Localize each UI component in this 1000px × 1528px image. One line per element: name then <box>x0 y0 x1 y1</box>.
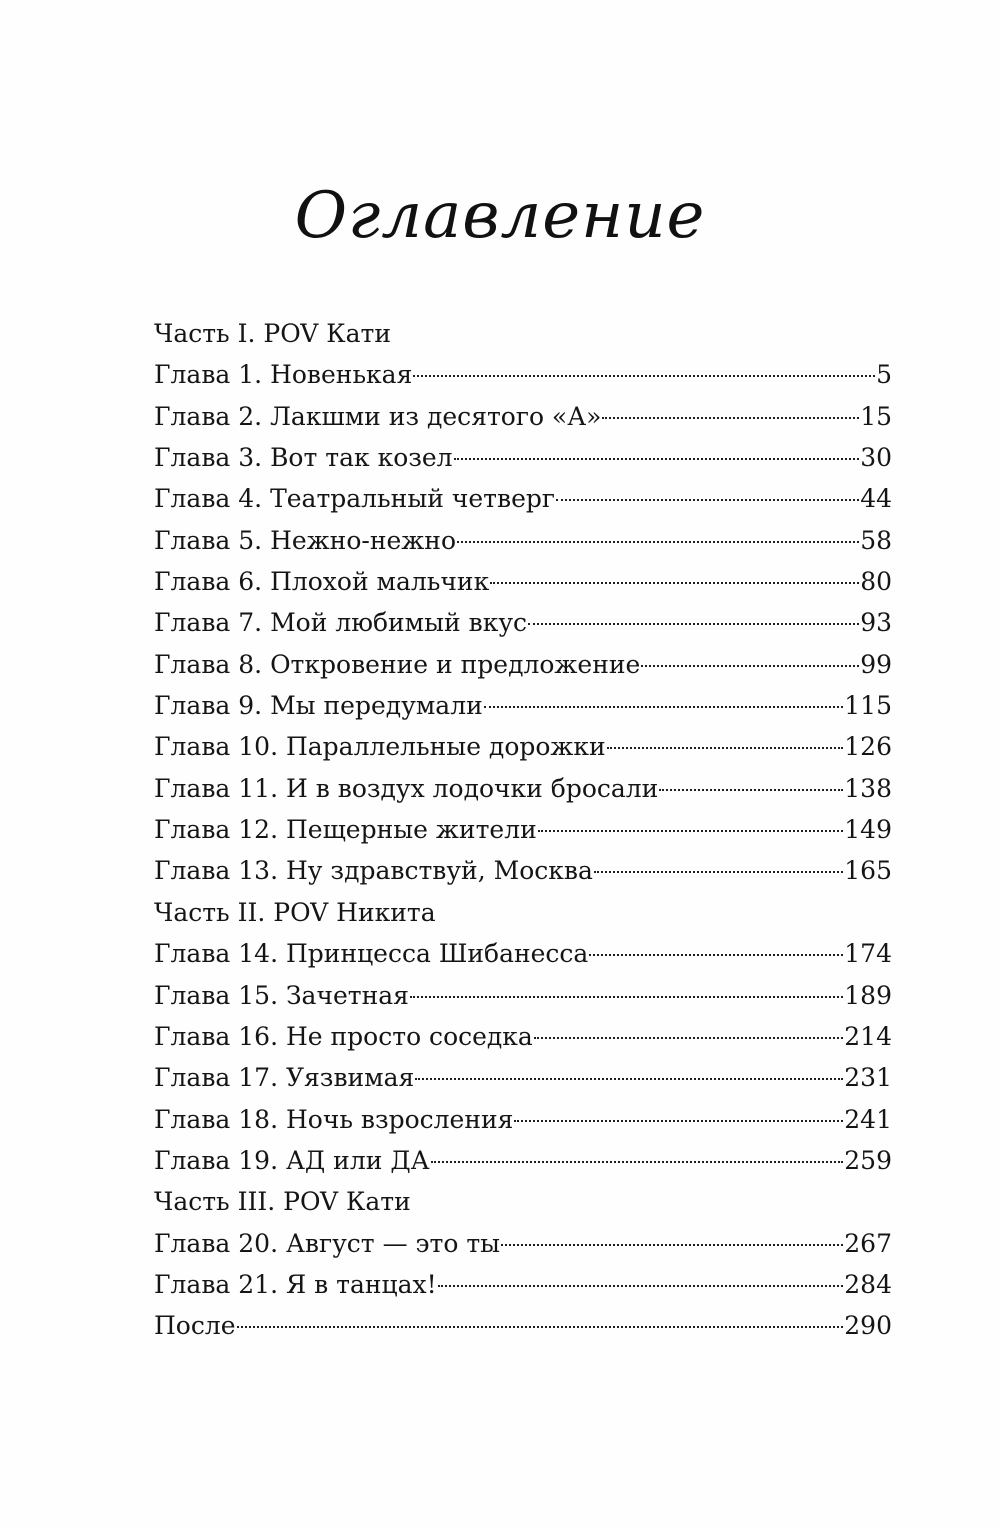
toc-entry-page: 99 <box>860 649 892 679</box>
dot-leader <box>602 417 859 419</box>
toc-entry-label: Глава 4. Театральный четверг <box>154 484 555 514</box>
toc-entry-page: 189 <box>844 980 892 1010</box>
toc-entry-page: 149 <box>844 815 892 845</box>
toc-entry-label: Часть III. POV Кати <box>154 1187 411 1217</box>
toc-entry-page: 241 <box>844 1104 892 1134</box>
toc-entry <box>154 975 892 1016</box>
toc-entry-page: 284 <box>844 1269 892 1299</box>
toc-entry-label: Глава 9. Мы передумали <box>154 691 483 721</box>
toc-entry-label: Глава 21. Я в танцах! <box>154 1269 437 1299</box>
toc-entry-page: 15 <box>860 401 892 431</box>
toc-entry-page: 138 <box>844 773 892 803</box>
toc-entry <box>154 561 892 602</box>
dot-leader <box>659 789 843 791</box>
toc-entry-page: 30 <box>860 443 892 473</box>
toc-entry-label: Глава 7. Мой любимый вкус <box>154 608 528 638</box>
toc-entry <box>154 1140 892 1181</box>
dot-leader <box>484 706 844 708</box>
toc-entry <box>154 602 892 643</box>
dot-leader <box>490 582 859 584</box>
toc-entry-label: Глава 17. Уязвимая <box>154 1063 415 1093</box>
dot-leader <box>589 954 843 956</box>
dot-leader <box>413 375 875 377</box>
toc-entry-page: 5 <box>876 360 892 390</box>
dot-leader <box>528 623 859 625</box>
dot-leader <box>607 747 844 749</box>
table-of-contents <box>154 313 892 1347</box>
toc-entry-label: Часть I. POV Кати <box>154 319 392 348</box>
toc-entry <box>154 1016 892 1057</box>
toc-entry <box>154 437 892 478</box>
toc-entry <box>154 1264 892 1305</box>
toc-entry <box>154 809 892 850</box>
toc-entry <box>154 768 892 809</box>
toc-entry <box>154 933 892 974</box>
toc-entry-label: Часть II. POV Никита <box>154 897 436 927</box>
toc-entry <box>154 850 892 891</box>
toc-part-heading <box>154 1181 892 1222</box>
dot-leader <box>538 830 844 832</box>
toc-entry <box>154 685 892 726</box>
toc-part-heading <box>154 892 892 933</box>
toc-entry <box>154 1099 892 1140</box>
toc-entry-page: 290 <box>844 1311 892 1341</box>
toc-entry-label: Глава 10. Параллельные дорожки <box>154 732 606 762</box>
toc-entry-page: 80 <box>860 567 892 597</box>
dot-leader <box>237 1326 844 1328</box>
toc-entry-label: Глава 20. Август — это ты <box>154 1228 501 1258</box>
toc-entry <box>154 354 892 395</box>
toc-entry-page: 174 <box>844 939 892 969</box>
toc-entry-label: Глава 14. Принцесса Шибанесса <box>154 939 589 969</box>
toc-entry-label: Глава 19. АД или ДА <box>154 1145 430 1175</box>
dot-leader <box>641 665 859 667</box>
toc-entry-label: Глава 8. Откровение и предложение <box>154 649 641 679</box>
toc-entry-label: Глава 1. Новенькая <box>154 360 413 390</box>
toc-entry <box>154 1223 892 1264</box>
dot-leader <box>501 1244 843 1246</box>
toc-entry-page: 259 <box>844 1145 892 1175</box>
toc-entry <box>154 1057 892 1098</box>
toc-entry-page: 165 <box>844 856 892 886</box>
toc-entry-label: Глава 12. Пещерные жители <box>154 815 537 845</box>
toc-entry-page: 214 <box>844 1021 892 1051</box>
toc-entry-label: Глава 16. Не просто соседка <box>154 1021 533 1051</box>
toc-entry <box>154 520 892 561</box>
toc-entry-page: 58 <box>860 525 892 555</box>
toc-entry-page: 115 <box>844 691 892 721</box>
dot-leader <box>594 871 843 873</box>
toc-entry <box>154 396 892 437</box>
toc-entry <box>154 1305 892 1346</box>
dot-leader <box>514 1120 843 1122</box>
toc-entry-page: 93 <box>860 608 892 638</box>
dot-leader <box>534 1037 843 1039</box>
dot-leader <box>454 458 860 460</box>
toc-entry-label: Глава 6. Плохой мальчик <box>154 567 490 597</box>
toc-entry-label: Глава 11. И в воздух лодочки бросали <box>154 773 659 803</box>
toc-part-heading <box>154 313 892 354</box>
toc-entry-label: Глава 5. Нежно-нежно <box>154 525 456 555</box>
toc-entry-page: 44 <box>860 484 892 514</box>
dot-leader <box>457 541 859 543</box>
toc-entry <box>154 478 892 519</box>
dot-leader <box>410 996 843 998</box>
toc-entry-label: Глава 2. Лакшми из десятого «А» <box>154 401 602 431</box>
dot-leader <box>415 1078 843 1080</box>
toc-entry-label: Глава 18. Ночь взросления <box>154 1104 514 1134</box>
toc-entry-page: 231 <box>844 1063 892 1093</box>
toc-entry-page: 267 <box>844 1228 892 1258</box>
toc-entry-label: Глава 13. Ну здравствуй, Москва <box>154 856 593 886</box>
page-title: Оглавление <box>294 179 706 253</box>
toc-entry <box>154 726 892 767</box>
toc-entry-label: Глава 3. Вот так козел <box>154 443 453 473</box>
dot-leader <box>431 1161 844 1163</box>
toc-entry-label: После <box>154 1311 236 1341</box>
toc-entry-page: 126 <box>844 732 892 762</box>
dot-leader <box>438 1285 844 1287</box>
toc-entry-label: Глава 15. Зачетная <box>154 980 409 1010</box>
dot-leader <box>556 499 859 501</box>
toc-entry <box>154 644 892 685</box>
